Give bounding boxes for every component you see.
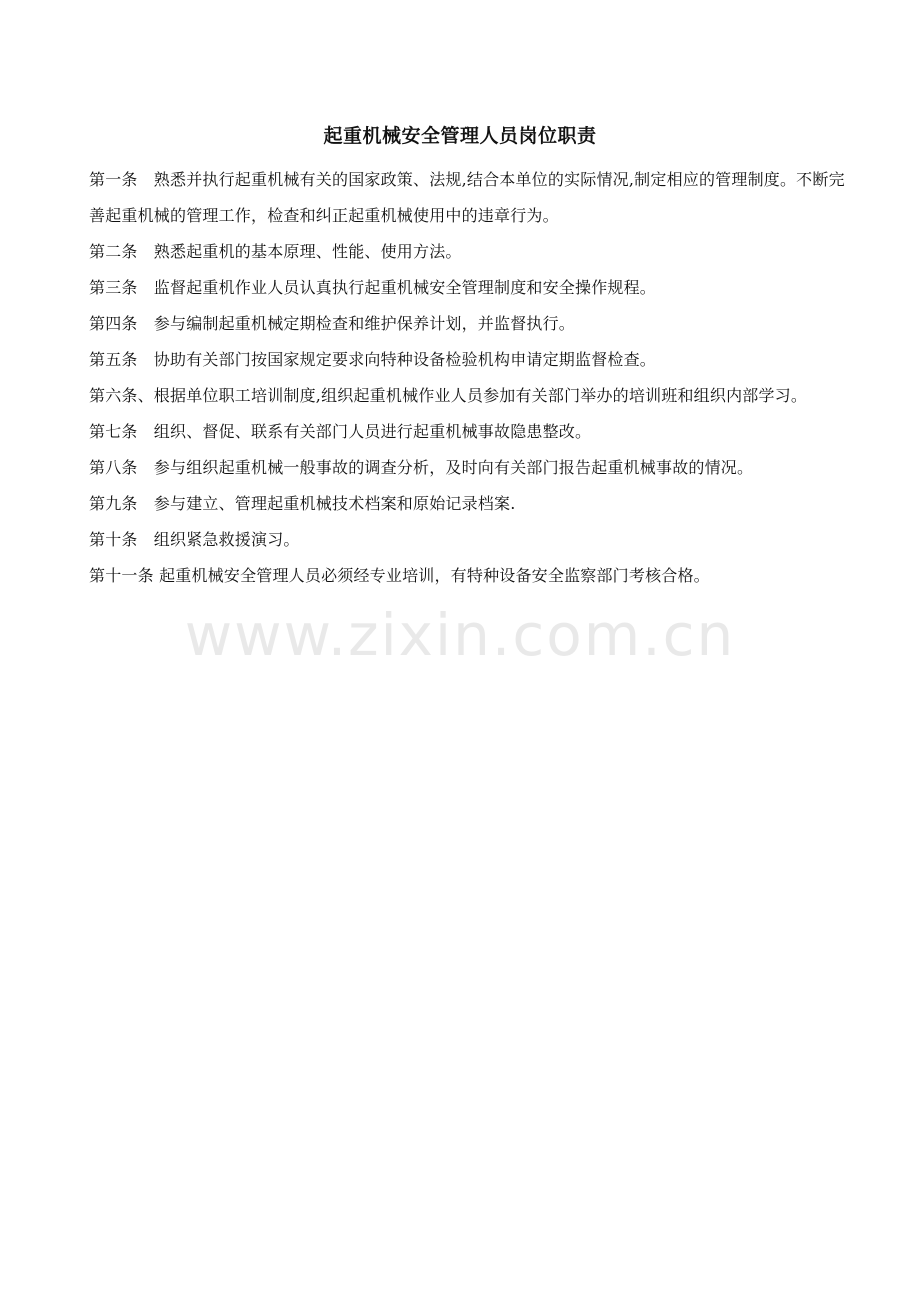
article-7: 第七条 组织、督促、联系有关部门人员进行起重机械事故隐患整改。 <box>89 422 592 441</box>
watermark-text: www.zixin.com.cn <box>184 601 736 669</box>
article-11: 第十一条 起重机械安全管理人员必须经专业培训，有特种设备安全监察部门考核合格。 <box>89 566 710 585</box>
document-title: 起重机械安全管理人员岗位职责 <box>323 125 597 147</box>
article-1: 第一条 熟悉并执行起重机械有关的国家政策、法规,结合本单位的实际情况,制定相应的管理制度。不断完善起重机械的管理工作，检查和纠正起重机械使用中的违章行为。 <box>89 170 845 225</box>
article-2: 第二条 熟悉起重机的基本原理、性能、使用方法。 <box>89 242 462 261</box>
article-6: 第六条、根据单位职工培训制度,组织起重机械作业人员参加有关部门举办的培训班和组织内部学习。 <box>89 386 808 405</box>
document-body <box>89 162 849 594</box>
article-8: 第八条 参与组织起重机械一般事故的调查分析，及时向有关部门报告起重机械事故的情况。 <box>89 458 754 477</box>
article-5: 第五条 协助有关部门按国家规定要求向特种设备检验机构申请定期监督检查。 <box>89 350 657 369</box>
article-4: 第四条 参与编制起重机械定期检查和维护保养计划，并监督执行。 <box>89 314 576 333</box>
article-3: 第三条 监督起重机作业人员认真执行起重机械安全管理制度和安全操作规程。 <box>89 278 657 297</box>
article-10: 第十条 组织紧急救援演习。 <box>89 530 300 549</box>
article-9: 第九条 参与建立、管理起重机械技术档案和原始记录档案. <box>89 494 516 513</box>
